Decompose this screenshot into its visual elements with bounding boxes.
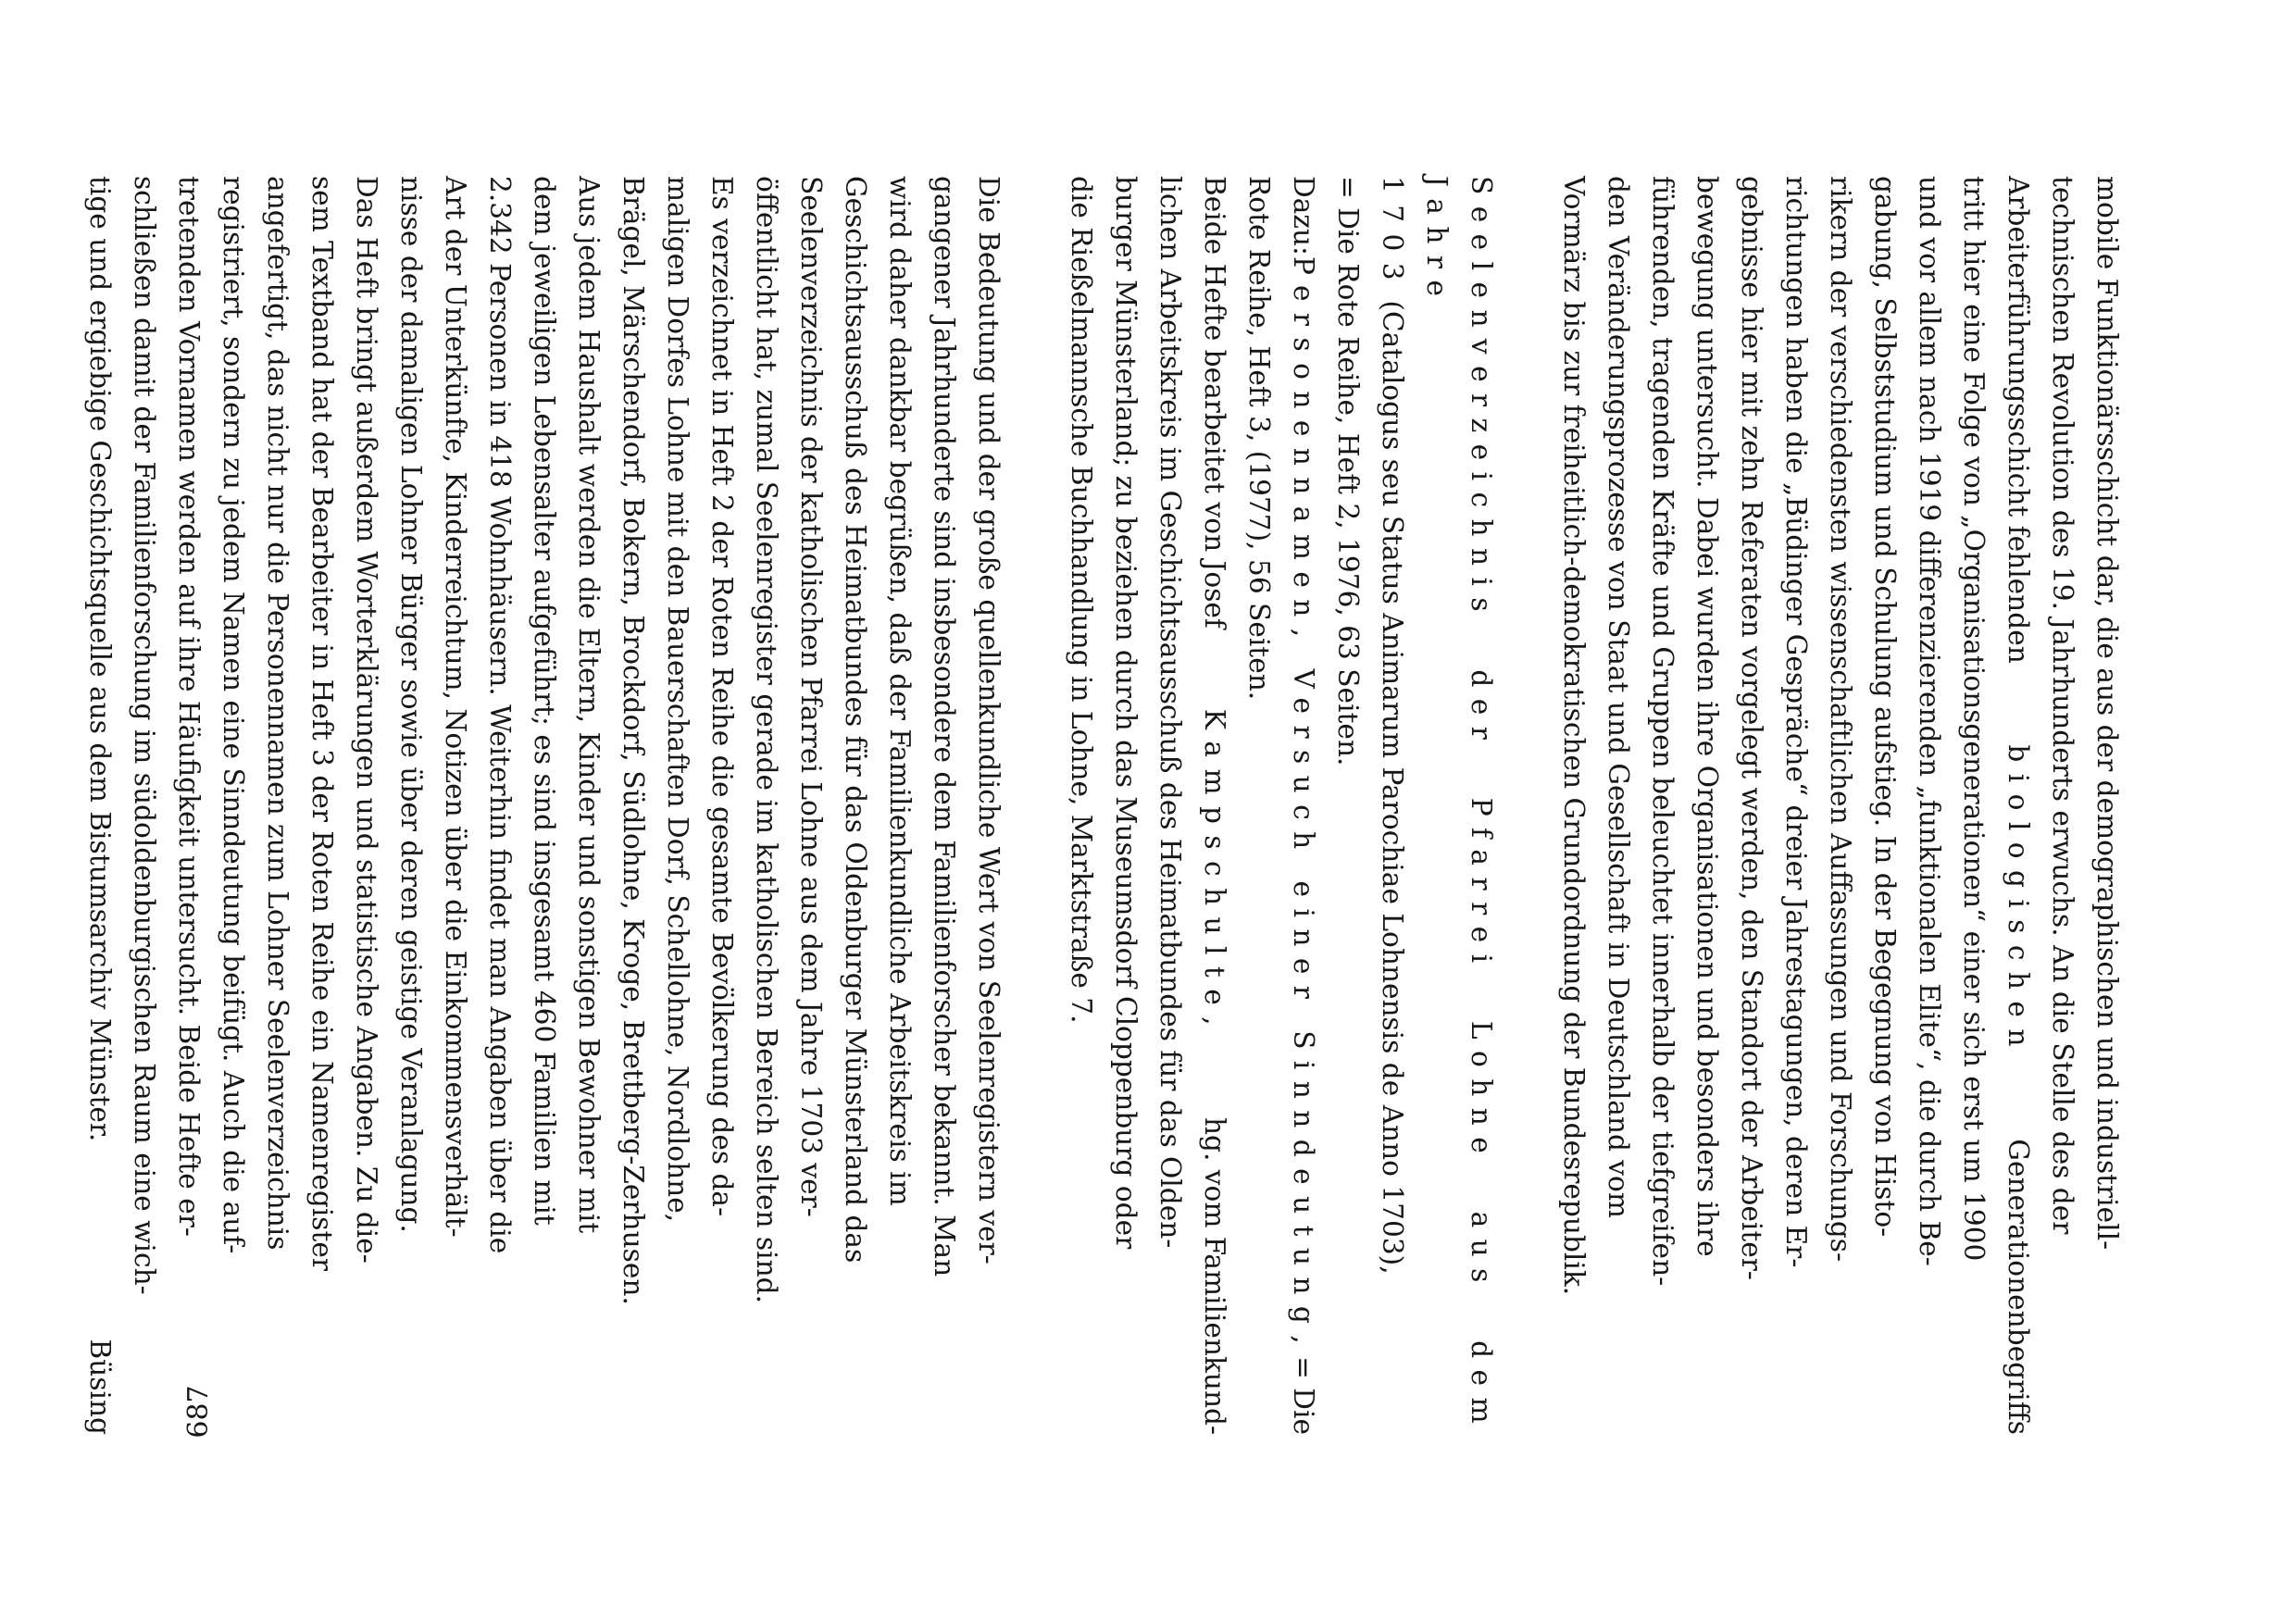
text-line: tretenden Vornamen werden auf ihre Häufigkeit untersucht. Beide Hefte er- — [173, 176, 205, 1237]
text-line: maligen Dorfes Lohne mit den Bauerschaften Dorf, Schellohne, Nordlohne, — [662, 176, 693, 1223]
text-span: Generationenbegriffs — [2003, 1139, 2034, 1435]
text-span: Beide Hefte bearbeitet von Josef — [1199, 176, 1230, 629]
text-line: dem jeweiligen Lebensalter aufgeführt; es sind insgesamt 460 Familien mit — [529, 176, 560, 1226]
text-line: Geschichtsausschuß des Heimatbundes für das Oldenburger Münsterland das — [840, 176, 871, 1264]
text-line: registriert, sondern zu jedem Namen eine Sinndeutung beifügt. Auch die auf- — [218, 176, 249, 1254]
second-title: Personennamen, Versuch einer Sinndeutung, — [1288, 255, 1319, 1356]
text-line: Vormärz bis zur freiheitlich-demokratischen Grundordnung der Bundesrepublik. — [1558, 176, 1590, 1296]
text-line: sem Textband hat der Bearbeiter in Heft 3 der Roten Reihe ein Namenregister — [306, 176, 338, 1272]
review-paragraph — [78, 176, 1011, 1435]
text-line: 2.342 Personen in 418 Wohnhäusern. Weiterhin findet man Angaben über die — [484, 176, 516, 1254]
text-line: Brägel, Märschendorf, Bokern, Brockdorf, Südlohne, Kroge, Brettberg-Zerhusen. — [618, 176, 649, 1305]
text-line: = Die Rote Reihe, Heft 2, 1976, 63 Seiten. — [1332, 176, 1364, 766]
text-line: den Veränderungsprozesse von Staat und Gesellschaft in Deutschland vom — [1603, 176, 1634, 1218]
text-line: technischen Revolution des 19. Jahrhunderts erwuchs. An die Stelle des der — [2047, 176, 2078, 1235]
text-line: führenden, tragenden Kräfte und Gruppen beleuchtet innerhalb der tiefgreifen- — [1647, 176, 1678, 1287]
text-line: gangener Jahrhunderte sind insbesondere dem Familienforscher bekannt. Man — [929, 176, 960, 1277]
text-block — [78, 176, 2129, 1435]
text-line — [1281, 176, 1326, 1435]
text-line: richtungen haben die „Büdinger Gespräche“ dreier Jahrestagungen, deren Er- — [1780, 176, 1812, 1268]
text-line: Aus jedem Haushalt werden die Eltern, Kinder und sonstigen Bewohner mit — [573, 176, 605, 1234]
text-span: Dazu: — [1288, 176, 1319, 255]
text-span: = Die — [1288, 1356, 1319, 1435]
text-line: angefertigt, das nicht nur die Personennamen zum Lohner Seelenverzeichnis — [262, 176, 293, 1251]
text-span: Arbeiterführungsschicht fehlenden — [2003, 176, 2034, 664]
text-line: Das Heft bringt außerdem Worterklärungen und statistische Angaben. Zu die- — [351, 176, 382, 1264]
text-line — [1192, 176, 1237, 1435]
text-line: wird daher dankbar begrüßen, daß der Familienkundliche Arbeitskreis im — [884, 176, 916, 1206]
emphasized-word: biologischen — [2003, 744, 2034, 1058]
text-line — [78, 176, 122, 1435]
text-line: Rote Reihe, Heft 3, (1977), 56 Seiten. — [1243, 176, 1275, 701]
text-line: die Rießelmannsche Buchhandlung in Lohne, Marktstraße 7. — [1066, 176, 1097, 1024]
text-span: hg. vom Familienkund- — [1199, 1116, 1230, 1435]
text-line — [1996, 176, 2040, 1435]
text-line: bewegung untersucht. Dabei wurden ihre Organisationen und besonders ihre — [1691, 176, 1723, 1257]
text-line: Art der Unterkünfte, Kinderreichtum, Notizen über die Einkommensverhält- — [440, 176, 471, 1238]
text-line: rikern der verschiedensten wissenschaftlichen Auffassungen und Forschungs- — [1825, 176, 1856, 1262]
text-line: burger Münsterland; zu beziehen durch das Museumsdorf Cloppenburg oder — [1110, 176, 1142, 1250]
page-number: 687 — [182, 1385, 215, 1439]
text-line: schließen damit der Familienforschung im südoldenburgischen Raum eine wich- — [129, 176, 160, 1295]
text-line: öffentlicht hat, zumal Seelenregister gerade im katholischen Bereich selten sind. — [751, 176, 782, 1304]
intro-paragraph — [1552, 176, 2129, 1435]
text-span: tige und ergiebige Geschichtsquelle aus dem Bistumsarchiv Münster. — [84, 176, 116, 1142]
text-line: nisse der damaligen Lohner Bürger sowie über deren geistige Veranlagung. — [395, 176, 427, 1233]
book-title-year: 1703 — [1377, 176, 1408, 293]
text-line — [1370, 176, 1415, 1435]
text-line: Es verzeichnet in Heft 2 der Roten Reihe die gesamte Bevölkerung des da- — [706, 176, 738, 1217]
text-span: (Catalogus seu Status Animarum Parochiae Lohnensis de Anno 1703), — [1377, 300, 1408, 1275]
text-line: gabung, Selbststudium und Schulung aufstieg. In der Begegnung von Histo- — [1869, 176, 1901, 1238]
text-line: Die Bedeutung und der große quellenkundliche Wert von Seelenregistern ver- — [973, 176, 1004, 1264]
editor-name: Kampschulte, — [1199, 708, 1230, 1037]
bibliography-entry — [1059, 176, 1504, 1435]
text-line: tritt hier eine Folge von „Organisationsgenerationen“ einer sich erst um 1900 — [1958, 176, 1990, 1262]
text-line: Seelenverzeichnis der katholischen Pfarrei Lohne aus dem Jahre 1703 ver- — [795, 176, 827, 1217]
text-line: gebnisse hier mit zehn Referaten vorgelegt werden, den Standort der Arbeiter- — [1736, 176, 1767, 1280]
book-title-line: Seelenverzeichnis der Pfarrei Lohne aus dem Jahre — [1421, 176, 1497, 1435]
text-line: und vor allem nach 1919 differenzierenden „funktionalen Elite“, die durch Be- — [1914, 176, 1945, 1266]
text-line: mobile Funktionärsschicht dar, die aus der demographischen und industriell- — [2091, 176, 2123, 1251]
text-line: lichen Arbeitskreis im Geschichtsausschuß des Heimatbundes für das Olden- — [1154, 176, 1186, 1249]
review-author: Büsing — [84, 1339, 116, 1435]
